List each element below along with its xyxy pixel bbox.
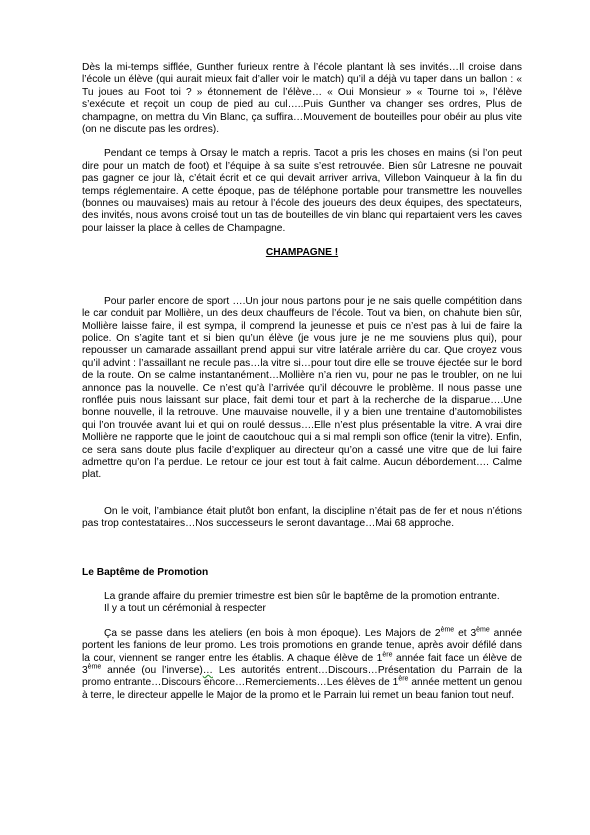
paragraph-7 [82,628,522,702]
text-run: année mettent un genou à terre, le directeur appelle le Major de la promo et le Parrain lui remet un beau fanion tout neuf. [82,677,523,701]
spacer [82,579,522,591]
text-run: et 3 [454,627,477,639]
superscript: ème [87,663,102,671]
spacer [82,531,522,567]
spacer [82,235,522,247]
paragraph-4: On le voit, l’ambiance était plutôt bon enfant, la discipline n’était pas de fer et nous n’étions pas trop contestataires…Nos successeurs le seront davantage…Mai 68 approche. [82,505,522,530]
spellcheck-mark: … [202,665,213,677]
spacer [82,616,522,628]
text-run: Les autorités entrent…Discours…Présentation du Parrain de la promo entrante…Discours encore…Remerciements…Les élèves de 1 [82,665,522,689]
superscript: ème [476,626,490,634]
superscript: ère [398,676,409,684]
paragraph-5: La grande affaire du premier trimestre est bien sûr le baptême de la promotion entrante. [104,591,500,602]
paragraph-2: Pendant ce temps à Orsay le match a repris. Tacot a pris les choses en mains (si l’on peut dire pour un match de foot) et l’équipe à sa suite s’est retrouvée. Bien sûr Latresne ne pouvait pas gagner ce jour là, c’était écrit et ce qui devait arriver arriva, Villebon Vainqueur à la fin du temps réglementaire. A cette époque, pas de téléphone portable pour transmettre les nouvelles (bonnes ou mauvaises) mais au retour à l’école des joueurs des deux équipes, des spectateurs, des invités, nous avons croisé tout un tas de bouteilles de vin blanc qui repartaient vers les caves pour laisser la place à celles de Champagne. [82,148,522,234]
text-run: année (ou l’inverse) [101,665,203,677]
superscript: ème [440,626,455,634]
text-run: année fait face un élève de 3 [82,652,522,677]
heading-champagne: CHAMPAGNE ! [265,247,339,259]
spacer [82,482,522,506]
paragraph-1: Dès la mi-temps sifflée, Gunther furieux rentre à l’école plantant là ses invités…Il croise dans l’école un élève (qui aurait mieux fait d’aller voir le match) qu’il a déjà vu taper dans un ballon : « Tu joues au Foot toi ? » étonnement de l’élève… « Oui Monsieur » « Tourne toi », l’élève s’exécute et reçoit un coup de pied au cul…..Puis Gunther va changer ses ordres, Plus de champagne, on mettra du Vin Blanc, ça suffira…Mouvement de bouteilles pour obéir au plus vite (on ne discute pas les ordres). [82,62,522,136]
spacer [82,260,522,296]
paragraph-6: Il y a tout un cérémonial à respecter [104,603,266,615]
superscript: ère [382,651,393,659]
paragraph-3: Pour parler encore de sport ….Un jour nous partons pour je ne sais quelle compétition dans le car conduit par Mollière, un des deux chauffeurs de l’école. Tout va bien, on chahute bien sûr, Mollière laisse faire, il est sympa, il comprend la jeunesse et puis ce n’est pas à lui de faire la police. On s’agite tant et si bien qu’un élève (je vous jure je ne me souviens plus qui), pour repousser un camarade assaillant prend appui sur vitre latérale arrière du car. Que croyez vous qu’il advint : l’assaillant ne recule pas…la vitre si…pour tout dire elle se trouve éjectée sur le bord de la route. On se calme instantanément…Mollière n’a rien vu, pour ne pas le troubler, on ne lui annonce pas la nouvelle. Ce n’est qu’à l’arrivée qu’il découvre le problème. Il nous passe une ronflée puis nous laissant sur place, fait demi tour et part à la recherche de la disparue….Une bonne nouvelle, il la retrouve. Une mauvaise nouvelle, il y a bien une trentaine d’automobilistes qui l’on trouvée avant lui et qui on roulé dessus….Elle n’est plus présentable la vitre. A vrai dire Mollière ne rapporte que le joint de caoutchouc qui a si mal rempli son office (tenir la vitre). Enfin, ce sera sans doute plus facile d’expliquer au directeur qu’on a cassé une vitre que de lui faire admettre qu’on l’a perdue. Le retour ce jour est tout à fait calme. Aucun débordement…. Calme plat. [82,295,522,481]
text-run: année portent les fanions de leur promo. Les trois promotions en grande tenue, après avoir défilé dans la cour, viennent se ranger entre les établis. A chaque élève de 1 [82,627,522,664]
section-title: Le Baptême de Promotion [82,566,209,578]
text-run: Ça se passe dans les ateliers (en bois à mon époque). Les Majors de 2 [104,627,441,639]
spacer [82,136,522,148]
document-page [82,62,522,702]
